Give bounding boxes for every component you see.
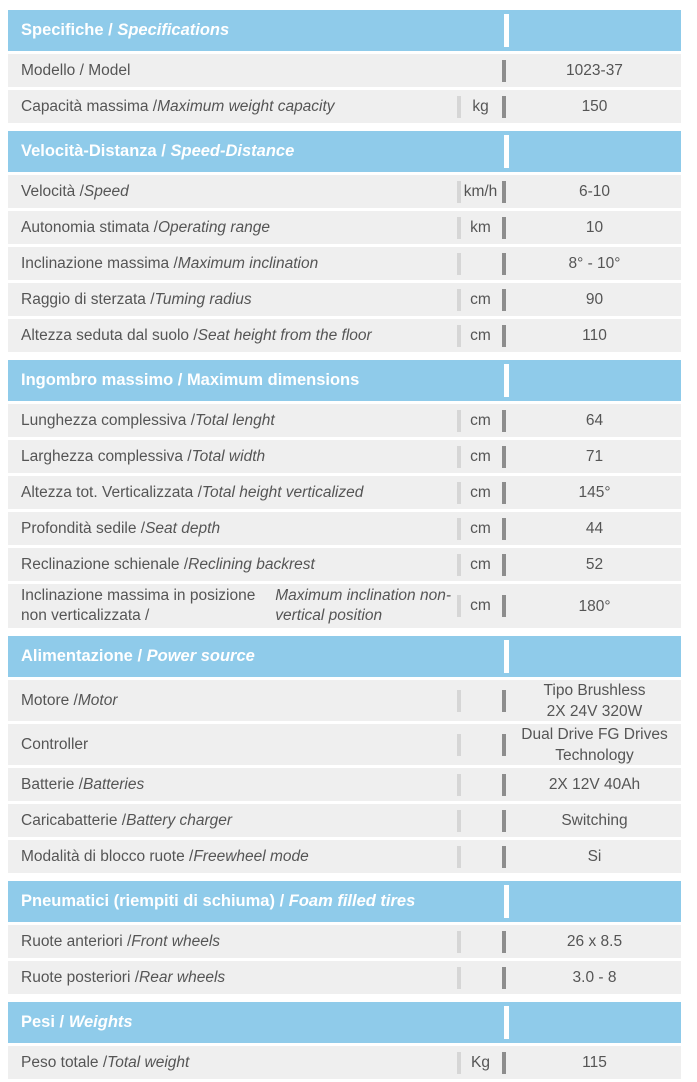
row-unit: cm — [470, 597, 491, 614]
row-label-it: Batterie / — [21, 775, 84, 793]
row-label — [21, 1046, 471, 1079]
row-unit: cm — [470, 555, 491, 573]
spec-section — [8, 10, 681, 123]
row-label-en: Speed — [83, 182, 129, 200]
header-separator — [504, 364, 509, 397]
row-label-en: Battery charger — [126, 811, 233, 829]
row-unit: km — [470, 218, 491, 236]
section-header: Pneumatici (riempiti di schiuma) / Foam filled tires — [8, 881, 681, 922]
section-title: Pneumatici (riempiti di schiuma) — [21, 892, 275, 910]
row-label — [21, 840, 471, 873]
row-label-it: Raggio di sterzata / — [21, 290, 155, 308]
row-unit — [457, 724, 504, 765]
row-label-en: Freewheel mode — [193, 847, 309, 865]
row-value: Switching — [561, 812, 628, 829]
row-unit — [457, 247, 504, 280]
row-value: Si — [587, 848, 602, 865]
spec-section — [8, 1002, 681, 1079]
row-label — [21, 404, 471, 437]
row-value: 2X 12V 40Ah — [548, 776, 641, 793]
row-label — [21, 247, 471, 280]
row-label — [21, 54, 471, 87]
row-label-it: Altezza tot. Verticalizzata / — [21, 483, 202, 501]
row-value: 115 — [582, 1054, 607, 1071]
spec-row — [8, 724, 681, 765]
row-value: 52 — [585, 556, 604, 573]
row-label — [21, 724, 471, 765]
section-title-en: Foam filled tires — [288, 892, 416, 910]
value-divider — [502, 734, 506, 756]
spec-row — [8, 804, 681, 837]
row-label-it: Controller — [21, 735, 89, 753]
row-unit — [457, 680, 504, 721]
section-title: Pesi — [21, 1013, 55, 1031]
row-label-it: Altezza seduta dal suolo / — [21, 326, 198, 344]
row-label — [21, 211, 471, 244]
row-unit: km/h — [463, 182, 498, 200]
value-divider — [502, 774, 506, 796]
row-label-en: Total lenght — [195, 411, 275, 429]
row-unit — [457, 961, 504, 994]
row-label-en: Maximum inclination — [177, 254, 319, 272]
row-label-it: Autonomia stimata / — [21, 218, 158, 236]
row-label — [21, 548, 471, 581]
section-header: Alimentazione / Power source — [8, 636, 681, 677]
value-divider — [502, 253, 506, 275]
spec-row — [8, 548, 681, 581]
spec-section — [8, 360, 681, 628]
row-label-en: Seat depth — [145, 519, 221, 537]
row-label — [21, 90, 471, 123]
section-title-en: Specifications — [117, 21, 230, 39]
row-unit: cm — [470, 519, 491, 537]
spec-row — [8, 319, 681, 352]
row-label — [21, 768, 471, 801]
row-label — [21, 175, 471, 208]
row-unit — [457, 768, 504, 801]
spec-row — [8, 440, 681, 473]
value-divider — [502, 289, 506, 311]
section-title-en: Weights — [68, 1013, 133, 1031]
row-label-it: Motore / — [21, 691, 78, 709]
row-label — [21, 512, 471, 545]
row-label-en: Total weight — [107, 1053, 190, 1071]
row-value: Tipo Brushless 2X 24V 320W — [543, 681, 646, 720]
row-label-en: Tuming radius — [154, 290, 252, 308]
section-title: Alimentazione — [21, 647, 133, 665]
value-divider — [502, 217, 506, 239]
spec-row — [8, 512, 681, 545]
row-label-en: Total height verticalized — [201, 483, 364, 501]
row-label-it: Inclinazione massima in posizione non verticalizzata / — [21, 587, 256, 624]
row-label-en: Operating range — [157, 218, 271, 236]
row-label-it: Profondità sedile / — [21, 519, 146, 537]
row-value: 8° - 10° — [568, 255, 621, 272]
row-label-it: Inclinazione massima / — [21, 254, 178, 272]
row-label-it: Ruote posteriori / — [21, 968, 140, 986]
value-divider — [502, 554, 506, 576]
spec-section — [8, 636, 681, 873]
section-header: Specifiche / Specifications — [8, 10, 681, 51]
row-label-en: Batteries — [83, 775, 145, 793]
row-unit: kg — [472, 97, 489, 115]
row-value: 145° — [578, 484, 611, 501]
value-divider — [502, 1052, 506, 1074]
row-label — [21, 319, 471, 352]
row-label-it: Capacità massima / — [21, 97, 158, 115]
row-label — [21, 283, 471, 316]
row-label-en: Total width — [191, 447, 266, 465]
row-value: 64 — [585, 412, 604, 429]
spec-row — [8, 768, 681, 801]
value-divider — [502, 410, 506, 432]
row-label — [21, 925, 471, 958]
row-label-it: Peso totale / — [21, 1053, 108, 1071]
row-value: 10 — [585, 219, 604, 236]
section-header: Velocità-Distanza / Speed-Distance — [8, 131, 681, 172]
row-label — [21, 961, 471, 994]
row-unit: cm — [470, 483, 491, 501]
value-divider — [502, 60, 506, 82]
value-divider — [502, 446, 506, 468]
row-unit: cm — [470, 447, 491, 465]
row-label — [21, 440, 471, 473]
spec-row — [8, 961, 681, 994]
row-label-it: Reclinazione schienale / — [21, 555, 189, 573]
section-header — [8, 360, 681, 401]
row-unit — [457, 840, 504, 873]
row-label-en: Front wheels — [131, 932, 221, 950]
value-divider — [502, 846, 506, 868]
row-value: 6-10 — [578, 183, 611, 200]
row-label-it: Lunghezza complessiva / — [21, 411, 196, 429]
row-unit — [457, 804, 504, 837]
header-separator — [504, 135, 509, 168]
specifications-table — [8, 10, 681, 1079]
row-unit: Kg — [471, 1053, 490, 1071]
spec-row — [8, 54, 681, 87]
value-divider — [502, 181, 506, 203]
header-separator — [504, 885, 509, 918]
row-label — [21, 584, 471, 628]
spec-row — [8, 1046, 681, 1079]
row-label-it: Modello / Model — [21, 61, 131, 79]
row-label-it: Modalità di blocco ruote / — [21, 847, 194, 865]
row-label-it: Larghezza complessiva / — [21, 447, 192, 465]
value-divider — [502, 967, 506, 989]
value-divider — [502, 325, 506, 347]
value-divider — [502, 595, 506, 617]
row-value: 180° — [578, 597, 611, 615]
header-separator — [504, 640, 509, 673]
spec-row — [8, 247, 681, 280]
row-label-en: Reclining backrest — [188, 555, 315, 573]
row-unit: cm — [470, 326, 491, 344]
row-value: 3.0 - 8 — [572, 969, 617, 986]
row-value: 26 x 8.5 — [566, 933, 623, 950]
value-divider — [502, 482, 506, 504]
section-title: Specifiche — [21, 21, 104, 39]
row-value: 150 — [581, 98, 608, 115]
value-divider — [502, 810, 506, 832]
section-title: Ingombro massimo / Maximum dimensions — [21, 371, 360, 389]
row-unit — [457, 54, 504, 87]
spec-row — [8, 404, 681, 437]
spec-row — [8, 840, 681, 873]
row-value: Dual Drive FG Drives Technology — [521, 725, 668, 764]
row-value: 110 — [582, 327, 607, 344]
row-label — [21, 680, 471, 721]
row-label — [21, 804, 471, 837]
row-label-en: Motor — [77, 691, 118, 709]
row-label-it: Ruote anteriori / — [21, 932, 132, 950]
spec-row — [8, 584, 681, 628]
section-title-en: Speed-Distance — [170, 142, 295, 160]
row-unit: cm — [470, 411, 491, 429]
row-label-en: Seat height from the floor — [197, 326, 372, 344]
row-value: 1023-37 — [566, 62, 623, 79]
row-value: 71 — [585, 448, 604, 465]
row-label — [21, 476, 471, 509]
spec-row — [8, 211, 681, 244]
section-header: Pesi / Weights — [8, 1002, 681, 1043]
row-label-it: Velocità / — [21, 182, 84, 200]
row-value: 90 — [585, 291, 604, 308]
row-unit — [457, 925, 504, 958]
spec-row — [8, 90, 681, 123]
section-title: Velocità-Distanza — [21, 142, 157, 160]
row-unit: cm — [470, 290, 491, 308]
spec-row — [8, 476, 681, 509]
spec-section — [8, 131, 681, 352]
row-label-en: Rear wheels — [139, 968, 226, 986]
value-divider — [502, 690, 506, 712]
spec-section — [8, 881, 681, 994]
value-divider — [502, 518, 506, 540]
row-label-en: Maximum inclination non-vertical position — [275, 587, 451, 624]
row-value: 44 — [585, 520, 604, 537]
header-separator — [504, 14, 509, 47]
section-title-en: Power source — [146, 647, 255, 665]
row-label-it: Caricabatterie / — [21, 811, 127, 829]
spec-row — [8, 925, 681, 958]
row-label-en: Maximum weight capacity — [157, 97, 335, 115]
spec-row — [8, 680, 681, 721]
spec-row — [8, 175, 681, 208]
header-separator — [504, 1006, 509, 1039]
value-divider — [502, 931, 506, 953]
value-divider — [502, 96, 506, 118]
spec-row — [8, 283, 681, 316]
